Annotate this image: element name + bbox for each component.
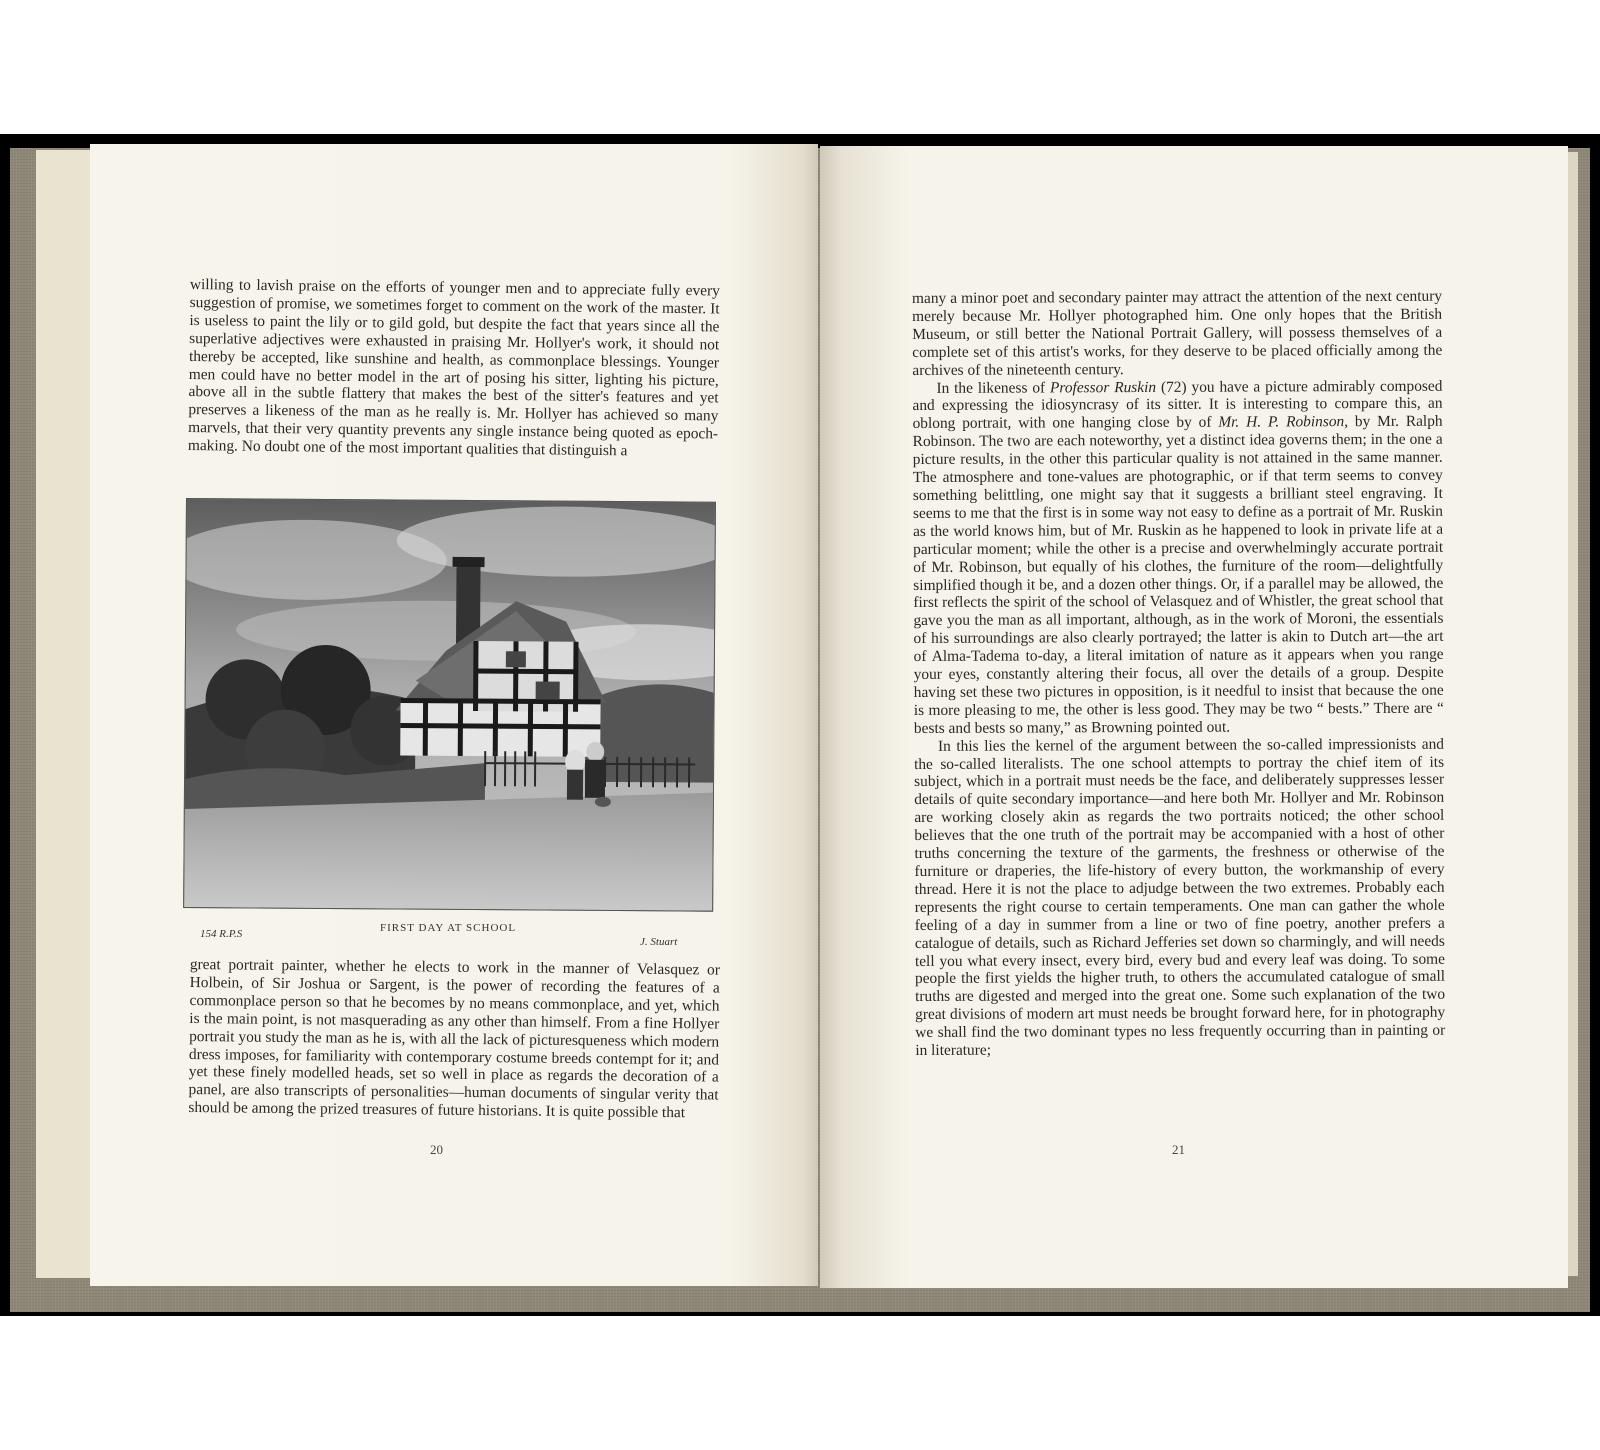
italic-title-ruskin: Professor Ruskin — [1049, 378, 1157, 396]
paragraph: In this lies the kernel of the argument between the so-called impressionists and the so-called literalists. The one school attempts to portray the chief item of its subject, which in a portrait must needs be the face, and deliberately suppresses lesser details of quite secondary importance—and here both Mr. Hollyer and Mr. Robinson are working closely akin as regards the two portraits noticed; the other school believes that the one truth of the portrait may be accompanied with a host of other truths concerning the texture of the garments, the freshness or otherwise of the furniture or draperies, the life-history of every button, the workmanship of every thread. Here it is not the place to adjudge between the two extremes. Probably each represents the right course to certain temperaments. One man can gather the whole feeling of a day in summer from a line or two of fine poetry, another prefers a catalogue of details, such as Richard Jefferies set down so charmingly, and will needs tell you what every insect, every bird, every bud and every leaf was doing. To some people the first yields the higher truth, to others the accumulated catalogue of small truths are digested and merged into the great one. Some such explanation of the two great divisions of modern art must needs be brought forward here, for in photography we shall find the two dominant types no less frequently occurring than in painting or in literature; — [914, 735, 1446, 1060]
top-margin — [0, 0, 1600, 134]
text-run: (72) you have a picture admirably composed and expressing the idiosyncrasy of its sitter. It is interesting to compare this, an oblong portrait, with one hanging close by of — [912, 377, 1443, 433]
paragraph: willing to lavish praise on the efforts of younger men and to appreciate fully every suggestion of promise, we sometimes forget to comment on the work of the master. It is useless to paint the lily or to gild gold, but despite the fact that years since all the superlative adjectives were exhausted in praising Mr. Hollyer's work, it should not thereby be accepted, like sunshine and health, as commonplace blessings. Younger men could have no better model in the art of posing his sitter, lighting his picture, above all in the subtle flattery that makes the best of the sitter's features and yet preserves a likeness of the man as he really is. Mr. Hollyer has achieved so many marvels, that their very quantity prevents any single instance being quoted as epoch-making. No doubt one of the most important qualities that distinguish a — [187, 276, 720, 460]
paragraph: great portrait painter, whether he elects to work in the manner of Velasquez or Holbein, of Sir Joshua or Sargent, is the power of recording the features of a commonplace person so that he becomes by no means commonplace, and yet, which is the main point, is not masquerading as any other than himself. From a fine Hollyer portrait you study the man as he is, with all the lack of picturesqueness which modern dress imposes, for familiarity with contemporary costume breeds contempt for it; and yet these finely modelled heads, set so well in place as regards the decoration of a panel, are also transcripts of personalities—human documents of singular verity that should be among the prized treasures of future historians. It is quite possible that — [188, 956, 720, 1122]
italic-title-robinson: Mr. H. P. Robinson — [1218, 413, 1345, 432]
figure-title: FIRST DAY AT SCHOOL — [380, 922, 517, 934]
left-page-text-bottom — [188, 956, 720, 1123]
text-run: In the likeness of — [936, 378, 1051, 397]
page-number-right: 21 — [1172, 1142, 1185, 1157]
left-page-text-top — [188, 276, 720, 462]
cottage-photo — [184, 499, 715, 911]
bottom-margin — [0, 1316, 1600, 1450]
paragraph: many a minor poet and secondary painter may attract the attention of the next century merely because Mr. Hollyer photographed him. One only hopes that the British Museum, or still better the National Portrait Gallery, will possess themselves of a complete set of this artist's works, for they deserve to be placed officially among the archives of the nineteenth century. — [912, 287, 1443, 379]
figure-author: J. Stuart — [640, 936, 678, 948]
text-run: , by Mr. Ralph Robinson. The two are each noteworthy, yet a distinct idea governs them; in the one a picture results, in the other this particular quality is not attained in the same manner. The atmosphere and tone-values are photographic, or if that term seems to convey something belittling, one might say that it suggests a brilliant steel engraving. It seems to me that the first is in some way not easy to define as a portrait of Mr. Ruskin as the world knows him, but of Mr. Ruskin as he happened to look in private life at a particular moment; while the other is a precise and overwhelmingly accurate portrait of Mr. Robinson, but equally of his clothes, the furniture of the room—delightfully simplified though it be, and a dozen other things. Or, if a parallel may be allowed, the first reflects the spirit of the school of Velasquez and of Whistler, the great school that gave you the man as all important, although, as in the work of Moroni, the essentials of his surroundings are also clearly portrayed; the latter is akin to Dutch art—the art of Alma-Tadema to-day, a literal imitation of nature as it appears when you range your eyes, constantly altering their focus, all over the details of a group. Despite having set these two pictures in opposition, is it needful to insist that because the one is more pleasing to me, the other is less good. They may be two “ bests.” There are “ bests and bests so many,” as Browning pointed out. — [912, 413, 1444, 737]
figure-number: 154 R.P.S — [200, 928, 243, 940]
right-page-text — [912, 288, 1445, 1060]
paragraph — [912, 377, 1444, 737]
photograph-first-day-at-school — [183, 498, 716, 912]
page-number-left: 20 — [430, 1142, 443, 1157]
page-edges-left — [36, 150, 96, 1278]
